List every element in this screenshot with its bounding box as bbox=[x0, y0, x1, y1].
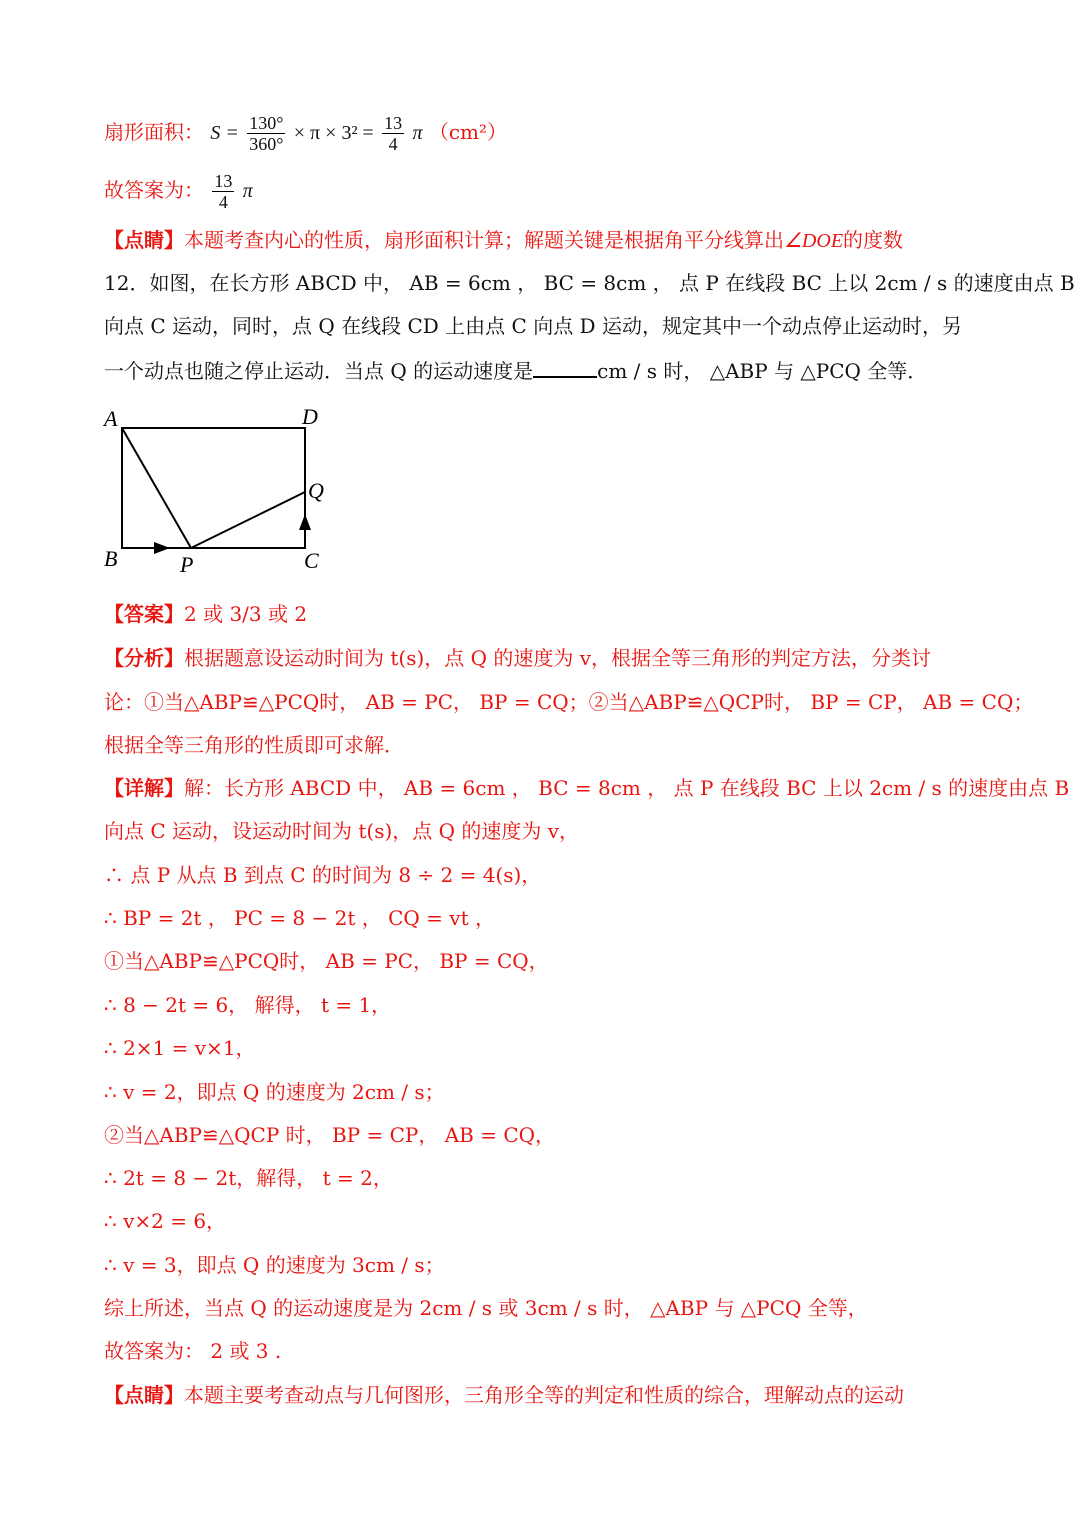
pi-symbol: π bbox=[412, 122, 423, 144]
problem-12-line-3b: cm / s 时， △ABP 与 △PCQ 全等． bbox=[597, 359, 928, 383]
answer-11-label: 故答案为： bbox=[104, 178, 204, 202]
detail-tag: 【详解】 bbox=[104, 776, 184, 800]
answer-tag: 【答案】 bbox=[104, 602, 184, 626]
problem-12-line-3a: 一个动点也随之停止运动．当点 Q 的运动速度是 bbox=[104, 359, 534, 383]
label-q: Q bbox=[308, 478, 324, 503]
label-b: B bbox=[104, 546, 118, 571]
comment-11-line bbox=[104, 226, 980, 255]
fraction-130-360 bbox=[247, 113, 285, 154]
detail-line-2: 向点 C 运动，设运动时间为 t(s)，点 Q 的速度为 v， bbox=[104, 819, 580, 843]
analysis-line-3: 根据全等三角形的性质即可求解． bbox=[104, 733, 404, 757]
problem-12-line-2: 向点 C 运动，同时，点 Q 在线段 CD 上由点 C 向点 D 运动，规定其中一个动点停止运动时，另 bbox=[104, 314, 962, 338]
detail-line-5: ①当△ABP≌△PCQ时， AB = PC， BP = CQ， bbox=[104, 949, 549, 973]
analysis-text-1: 根据题意设运动时间为 t(s)，点 Q 的速度为 v，根据全等三角形的判定方法，分类讨 bbox=[184, 646, 932, 670]
label-c: C bbox=[304, 548, 319, 573]
comment-12-text: 本题主要考查动点与几何图形，三角形全等的判定和性质的综合，理解动点的运动 bbox=[184, 1383, 904, 1407]
sector-unit: （cm²） bbox=[428, 120, 508, 144]
fraction-numerator: 13 bbox=[384, 113, 403, 133]
pi-symbol: π bbox=[242, 180, 253, 202]
detail-line-4: ∴ BP = 2t ， PC = 8 − 2t ， CQ = vt ， bbox=[104, 906, 495, 930]
detail-line-3: ∴ 点 P 从点 B 到点 C 的时间为 8 ÷ 2 = 4(s)， bbox=[104, 863, 542, 887]
segment-ap bbox=[122, 428, 191, 548]
sector-lhs: S = bbox=[210, 122, 239, 144]
arrow-right-icon bbox=[154, 542, 170, 554]
sector-mid: × π × 3² = bbox=[293, 122, 374, 144]
detail-line-8: ∴ v = 2，即点 Q 的速度为 2cm / s； bbox=[104, 1080, 445, 1104]
detail-line-7: ∴ 2×1 = v×1， bbox=[104, 1036, 256, 1060]
answer-line bbox=[104, 600, 980, 628]
comment-11-tag: 【点睛】 bbox=[104, 228, 184, 252]
comment-12-line bbox=[104, 1381, 980, 1409]
answer-11-line bbox=[104, 164, 980, 216]
arrow-up-icon bbox=[299, 514, 311, 530]
problem-12-line-3 bbox=[104, 356, 980, 385]
rectangle-figure bbox=[98, 400, 338, 582]
detail-line-6: ∴ 8 − 2t = 6， 解得， t = 1， bbox=[104, 993, 392, 1017]
answer-text: 2 或 3/3 或 2 bbox=[184, 602, 308, 626]
fraction-denominator: 4 bbox=[388, 134, 398, 154]
comment-12-tag: 【点睛】 bbox=[104, 1383, 184, 1407]
sector-label: 扇形面积： bbox=[104, 120, 204, 144]
fraction-denominator: 4 bbox=[218, 192, 228, 212]
fraction-13-4 bbox=[212, 171, 234, 212]
fraction-numerator: 130° bbox=[249, 113, 284, 133]
label-p: P bbox=[180, 552, 194, 577]
detail-line-14: 故答案为： 2 或 3 . bbox=[104, 1339, 282, 1363]
analysis-line-1 bbox=[104, 644, 980, 672]
comment-11-angle: ∠DOE bbox=[784, 230, 844, 252]
detail-line-11: ∴ v×2 = 6， bbox=[104, 1209, 227, 1233]
detail-line-13: 综上所述，当点 Q 的运动速度是为 2cm / s 或 3cm / s 时， △ABP 与 △PCQ 全等， bbox=[104, 1296, 868, 1320]
analysis-line-2: 论：①当△ABP≌△PCQ时， AB = PC， BP = CQ；②当△ABP≌△QCP时， BP = CP， AB = CQ； bbox=[104, 690, 1034, 714]
fraction-denominator: 360° bbox=[249, 134, 284, 154]
analysis-tag: 【分析】 bbox=[104, 646, 184, 670]
detail-text-1: 解：长方形 ABCD 中， AB = 6cm ， BC = 8cm ， 点 P 在线段 BC 上以 2cm / s 的速度由点 B bbox=[184, 776, 1070, 800]
detail-line-10: ∴ 2t = 8 − 2t，解得， t = 2， bbox=[104, 1166, 393, 1190]
segment-pq bbox=[191, 492, 305, 548]
fraction-13-4 bbox=[382, 113, 404, 154]
comment-11-text-a: 本题考查内心的性质，扇形面积计算；解题关键是根据角平分线算出 bbox=[184, 228, 784, 252]
problem-12-line-1: 12．如图，在长方形 ABCD 中， AB = 6cm ， BC = 8cm ， 点 P 在线段 BC 上以 2cm / s 的速度由点 B bbox=[104, 271, 1075, 295]
label-a: A bbox=[104, 406, 118, 431]
comment-11-text-b: 的度数 bbox=[843, 228, 904, 252]
detail-line-9: ②当△ABP≌△QCP 时， BP = CP， AB = CQ， bbox=[104, 1123, 556, 1147]
fraction-numerator: 13 bbox=[214, 171, 233, 191]
detail-line-1 bbox=[104, 774, 1070, 802]
detail-line-12: ∴ v = 3，即点 Q 的速度为 3cm / s； bbox=[104, 1253, 445, 1277]
sector-area-line bbox=[104, 106, 980, 158]
rectangle-abcd bbox=[122, 428, 305, 548]
label-d: D bbox=[302, 404, 318, 429]
answer-blank bbox=[533, 356, 597, 378]
